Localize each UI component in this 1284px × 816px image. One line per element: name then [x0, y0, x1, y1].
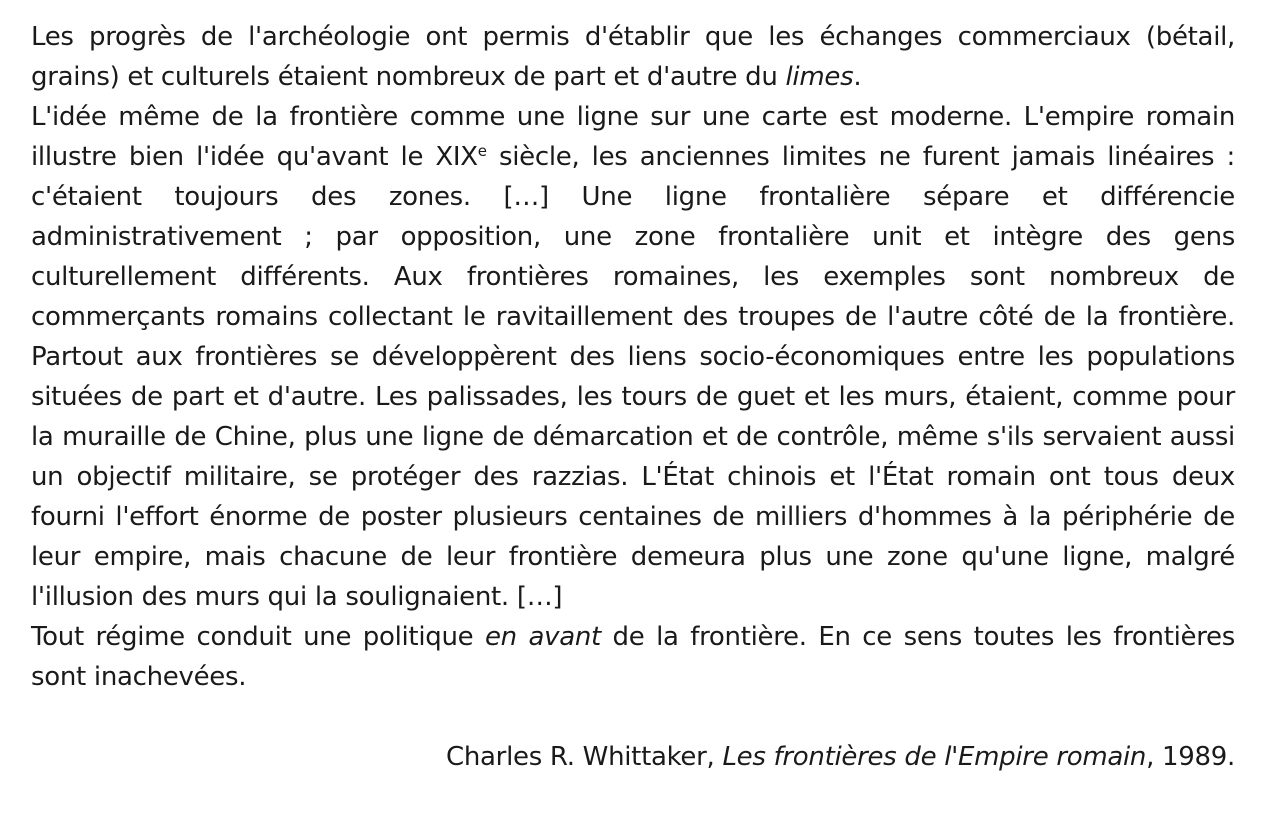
- paragraph-text: Tout régime conduit une politique: [31, 622, 485, 652]
- paragraph-regime-policy: [31, 617, 1235, 697]
- superscript-e: e: [477, 142, 487, 160]
- paragraph-text: de la frontière. En ce sens toutes les frontières sont inachevées.: [31, 622, 1235, 692]
- paragraph-frontier-idea: [31, 97, 1235, 617]
- citation-year: , 1989.: [1146, 742, 1235, 772]
- citation-title: Les frontières de l'Empire romain: [722, 742, 1147, 772]
- document-page: [31, 17, 1235, 777]
- citation-author: Charles R. Whittaker,: [446, 742, 723, 772]
- paragraph-text: .: [853, 62, 862, 92]
- italic-term-limes: limes: [785, 62, 854, 92]
- italic-term-en-avant: en avant: [484, 622, 601, 652]
- paragraph-archeology: [31, 17, 1235, 97]
- paragraph-text: L'idée même de la frontière comme une ligne sur une carte est moderne. L'empire romain illustre bien l'idée qu'avant le XIX: [31, 102, 1235, 172]
- source-citation: [31, 737, 1235, 777]
- paragraph-text: siècle, les anciennes limites ne furent jamais linéaires : c'étaient toujours des zones. […] Une ligne frontalière sépare et différencie administrativement ; par opposition, une zone frontalière unit et intègre des gens culturellement différents. Aux frontières romaines, les exemples sont nombreux de commerçants romains collectant le ravitaillement des troupes de l'autre côté de la frontière. Partout aux frontières se développèrent des liens socio-économiques entre les populations situées de part et d'autre. Les palissades, les tours de guet et les murs, étaient, comme pour la muraille de Chine, plus une ligne de démarcation et de contrôle, même s'ils servaient aussi un objectif militaire, se protéger des razzias. L'État chinois et l'État romain ont tous deux fourni l'effort énorme de poster plusieurs centaines de milliers d'hommes à la périphérie de leur empire, mais chacune de leur frontière demeura plus une zone qu'une ligne, malgré l'illusion des murs qui la soulignaient. […]: [31, 142, 1235, 612]
- paragraph-text: Les progrès de l'archéologie ont permis d'établir que les échanges commerciaux (bétail, grains) et culturels étaient nombreux de part et d'autre du: [31, 22, 1235, 92]
